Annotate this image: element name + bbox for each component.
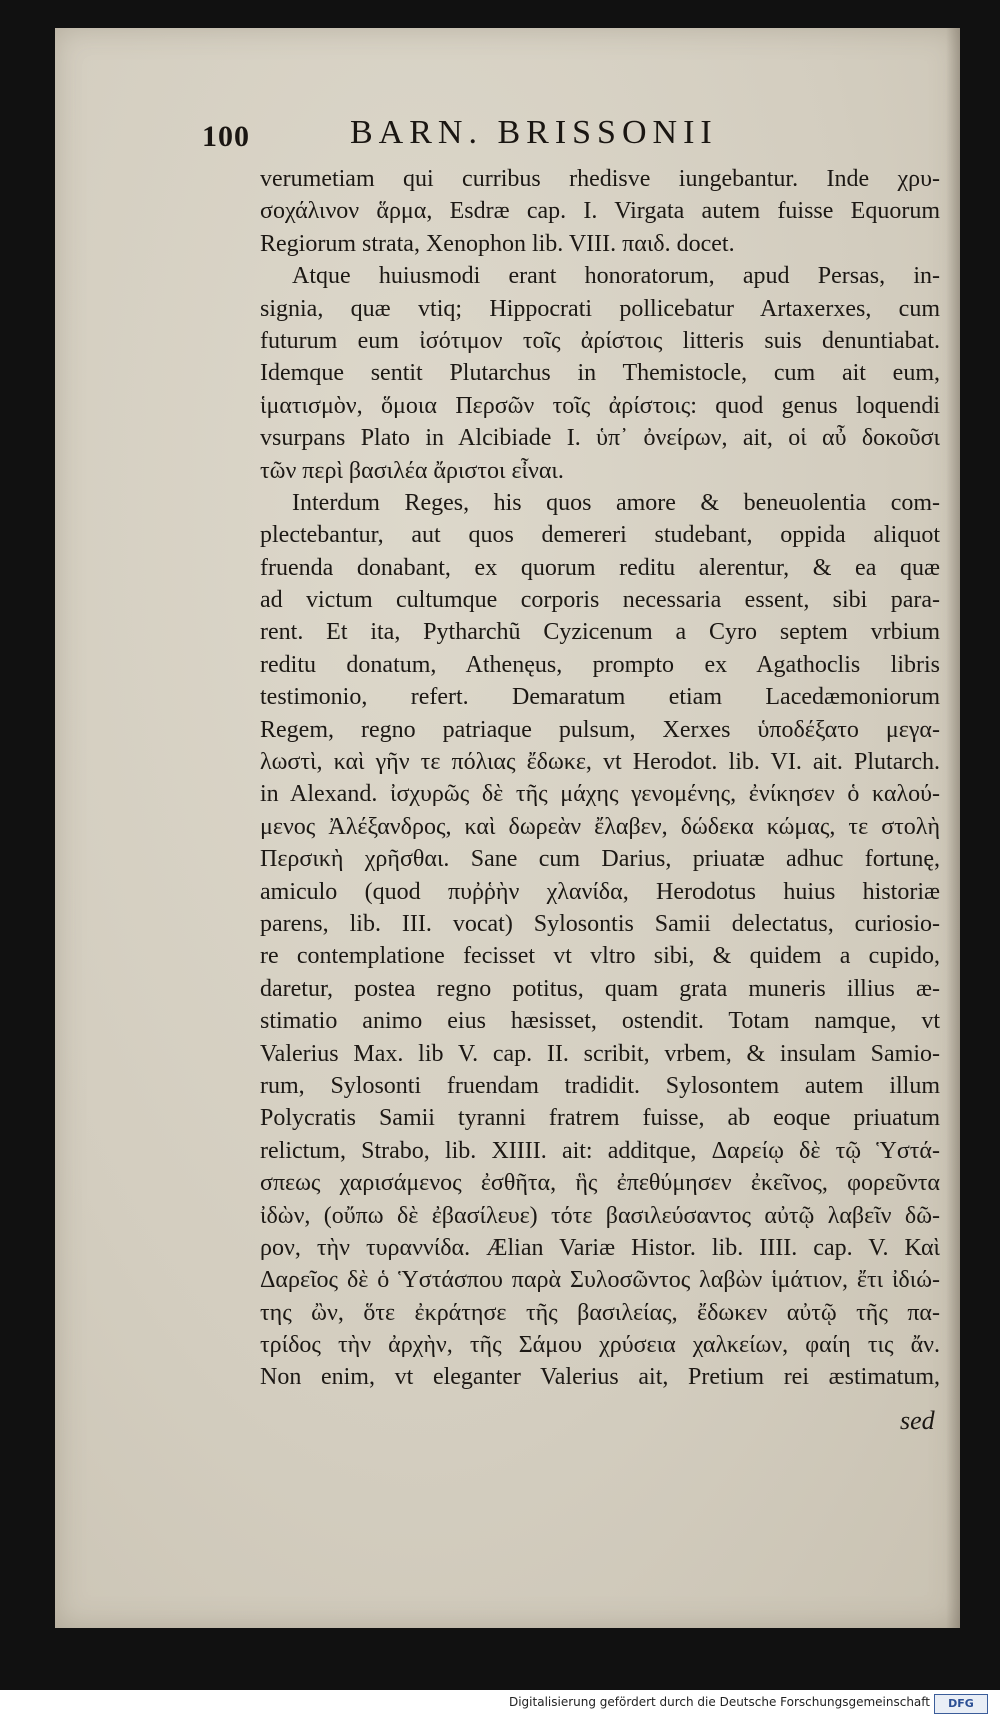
text-line: verumetiam qui curribus rhedisve iungebantur. Inde χρυ- [260, 166, 940, 192]
text-line: Idemque sentit Plutarchus in Themistocle, cum ait eum, [260, 360, 940, 387]
funding-note: Digitalisierung gefördert durch die Deutsche Forschungsgemeinschaft [508, 1695, 930, 1709]
text-line: ἱματισμὸν, ὅμοια Περσῶν τοῖς ἀρίστοις: quod genus loquendi [260, 392, 940, 419]
text-line: Polycratis Samii tyranni fratrem fuisse, ab eoque priuatum [260, 1105, 940, 1132]
text-line: rum, Sylosonti fruendam tradidit. Sylosontem autem illum [260, 1072, 940, 1099]
page-number: 100 [202, 120, 250, 153]
text-line: relictum, Strabo, lib. XIIII. ait: additque, Δαρείῳ δὲ τῷ Ὑστά- [260, 1137, 940, 1164]
text-line: ad victum cultumque corporis necessaria essent, sibi para- [260, 587, 940, 614]
text-line: amiculo (quod πυῤῥὴν χλανίδα, Herodotus huius historiæ [260, 878, 940, 905]
paragraph-start-line: Atque huiusmodi erant honoratorum, apud Persas, in- [292, 263, 940, 290]
text-line: μενος Ἀλέξανδρος, καὶ δωρεὰν ἔλαβεν, δώδεκα κώμας, τε στολὴ [260, 813, 940, 840]
text-line: λωστὶ, καὶ γῆν τε πόλιας ἔδωκε, vt Herodot. lib. VI. ait. Plutarch. [260, 749, 940, 776]
text-line: stimatio animo eius hæsisset, ostendit. Totam namque, vt [260, 1008, 940, 1035]
text-line: Regiorum strata, Xenophon lib. VIII. παιδ. docet. [260, 230, 735, 257]
text-line: rent. Et ita, Pytharchũ Cyzicenum a Cyro septem vrbium [260, 619, 940, 646]
text-line: Περσικὴ χρῆσθαι. Sane cum Darius, priuatæ adhuc fortunę, [260, 846, 940, 873]
text-line: Valerius Max. lib V. cap. II. scribit, vrbem, & insulam Samio- [260, 1040, 940, 1067]
running-head: BARN. BRISSONII [350, 114, 718, 151]
text-line: τῶν περὶ βασιλέα ἄριστοι εἶναι. [260, 457, 564, 484]
text-line: signia, quæ vtiq; Hippocrati pollicebatur Artaxerxes, cum [260, 295, 940, 322]
text-line: ρον, τὴν τυραννίδα. Ælian Variæ Histor. lib. IIII. cap. V. Καὶ [260, 1234, 940, 1261]
text-line: σπεως χαρισάμενος ἐσθῆτα, ἣς ἐπεθύμησεν ἐκεῖνος, φορεῦντα [260, 1170, 940, 1197]
text-line: Δαρεῖος δὲ ὁ Ὑστάσπου παρὰ Συλοσῶντος λαβὼν ἱμάτιον, ἔτι ἰδιώ- [260, 1267, 940, 1294]
body-text [260, 163, 940, 1394]
text-line: reditu donatum, Athenęus, prompto ex Agathoclis libris [260, 651, 940, 678]
text-line: daretur, postea regno potitus, quam grata muneris illius æ- [260, 975, 940, 1002]
paragraph-start-line: Interdum Reges, his quos amore & beneuolentia com- [292, 489, 940, 516]
text-line: testimonio, refert. Demaratum etiam Lacedæmoniorum [260, 684, 940, 711]
text-line: σοχάλινον ἅρμα, Esdræ cap. I. Virgata autem fuisse Equorum [260, 198, 940, 225]
text-line: plectebantur, aut quos demereri studebant, oppida aliquot [260, 522, 940, 549]
text-line: vsurpans Plato in Alcibiade I. ὑπ᾽ ὀνείρων, ait, οἱ αὖ δοκοῦσι [260, 425, 940, 452]
text-line: fruenda donabant, ex quorum reditu alerentur, & ea quæ [260, 554, 940, 581]
catchword: sed [900, 1406, 935, 1435]
footer-bar [0, 1690, 1000, 1716]
page-edge-shadow [946, 28, 960, 1628]
dfg-logo: DFG [934, 1694, 988, 1714]
text-line: futurum eum ἰσότιμον τοῖς ἀρίστοις litteris suis denuntiabat. [260, 327, 940, 354]
text-line: re contemplatione fecisset vt vltro sibi, & quidem a cupido, [260, 943, 940, 970]
text-line: της ὢν, ὅτε ἐκράτησε τῆς βασιλείας, ἔδωκεν αὐτῷ τῆς πα- [260, 1299, 940, 1326]
text-line: Regem, regno patriaque pulsum, Xerxes ὑποδέξατο μεγα- [260, 716, 940, 743]
text-line: τρίδος τὴν ἀρχὴν, τῆς Σάμου χρύσεια χαλκείων, φαίη τις ἄν. [260, 1332, 940, 1359]
page-header [202, 108, 782, 152]
text-line: Non enim, vt eleganter Valerius ait, Pretium rei æstimatum, [260, 1364, 940, 1391]
text-line: parens, lib. III. vocat) Sylosontis Samii delectatus, curiosio- [260, 910, 940, 937]
text-line: ἰδὼν, (οὔπω δὲ ἐβασίλευε) τότε βασιλεύσαντος αὐτῷ λαβεῖν δῶ- [260, 1202, 940, 1229]
text-line: in Alexand. ἰσχυρῶς δὲ τῆς μάχης γενομένης, ἐνίκησεν ὁ καλού- [260, 781, 940, 808]
